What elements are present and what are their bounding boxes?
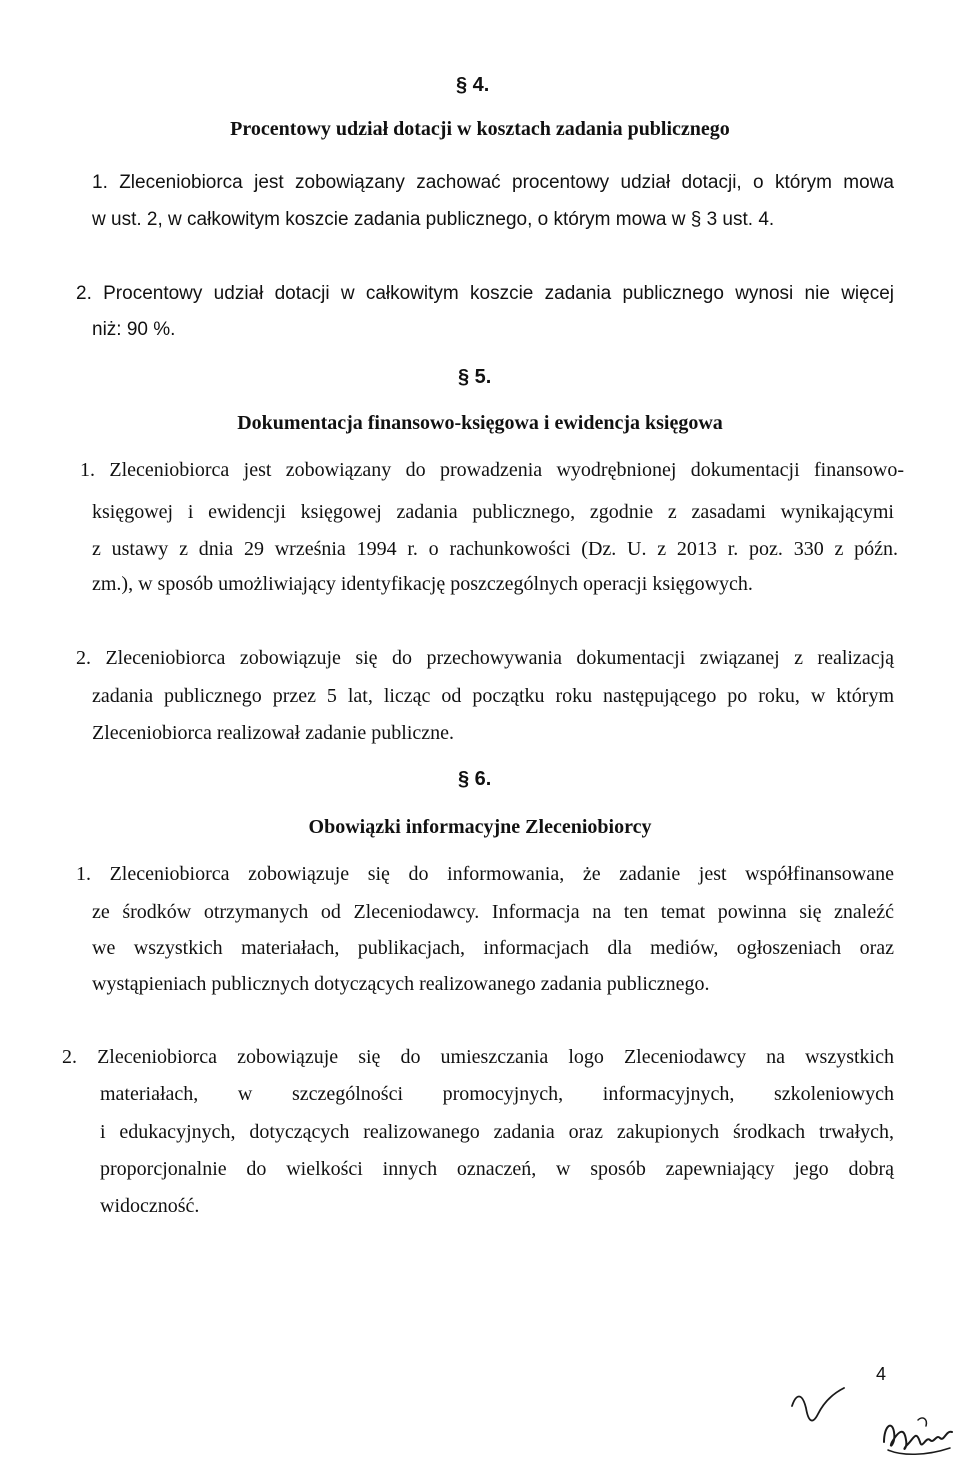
section-5-number: § 5. (458, 366, 492, 388)
section-6-line-5: 2. Zleceniobiorca zobowiązuje się do umieszczania logo Zleceniodawcy na wszystkich (62, 1046, 894, 1068)
section-5-line-7: Zleceniobiorca realizował zadanie publiczne. (92, 722, 455, 744)
page-number: 4 (876, 1364, 887, 1384)
section-6-line-6: materiałach, w szczególności promocyjnych, informacyjnych, szkoleniowych (100, 1083, 894, 1105)
section-5-line-2: księgowej i ewidencji księgowej zadania publicznego, zgodnie z zasadami wynikającymi (92, 501, 894, 523)
section-6-number: § 6. (458, 768, 492, 790)
section-6-line-3: we wszystkich materiałach, publikacjach, informacjach dla mediów, ogłoszeniach oraz (92, 937, 894, 959)
section-6-line-4: wystąpieniach publicznych dotyczących realizowanego zadania publicznego. (92, 973, 710, 995)
section-4-number: § 4. (456, 74, 490, 96)
section-4-line-1: 1. Zleceniobiorca jest zobowiązany zachować procentowy udział dotacji, o którym mowa (92, 172, 894, 193)
section-4-heading: Procentowy udział dotacji w kosztach zadania publicznego (230, 118, 730, 140)
section-5-heading: Dokumentacja finansowo-księgowa i ewidencja księgowa (237, 412, 723, 434)
section-6-line-2: ze środków otrzymanych od Zleceniodawcy. Informacja na ten temat powinna się znaleźć (92, 901, 894, 923)
section-4-line-3: 2. Procentowy udział dotacji w całkowitym koszcie zadania publicznego wynosi nie więcej (76, 283, 894, 304)
section-6-line-1: 1. Zleceniobiorca zobowiązuje się do informowania, że zadanie jest współfinansowane (76, 863, 894, 885)
section-6-heading: Obowiązki informacyjne Zleceniobiorcy (308, 816, 652, 838)
section-5-line-6: zadania publicznego przez 5 lat, licząc od początku roku następującego po roku, w którym (92, 685, 894, 707)
section-5-line-4: zm.), w sposób umożliwiający identyfikację poszczególnych operacji księgowych. (92, 573, 753, 595)
section-5-line-3: z ustawy z dnia 29 września 1994 r. o rachunkowości (Dz. U. z 2013 r. poz. 330 z późn. (92, 538, 898, 560)
section-4-line-4: niż: 90 %. (92, 319, 176, 340)
section-5-line-5: 2. Zleceniobiorca zobowiązuje się do przechowywania dokumentacji związanej z realizacją (76, 647, 894, 669)
handwritten-signature (878, 1412, 958, 1462)
section-6-line-7: i edukacyjnych, dotyczących realizowanego zadania oraz zakupionych środkach trwałych, (100, 1121, 894, 1143)
handwritten-initial-mark (788, 1384, 848, 1444)
section-4-line-2: w ust. 2, w całkowitym koszcie zadania publicznego, o którym mowa w § 3 ust. 4. (92, 209, 775, 230)
section-6-line-9: widoczność. (100, 1195, 200, 1217)
section-5-line-1: 1. Zleceniobiorca jest zobowiązany do prowadzenia wyodrębnionej dokumentacji finansowo- (80, 459, 904, 481)
section-6-line-8: proporcjonalnie do wielkości innych oznaczeń, w sposób zapewniający jego dobrą (100, 1158, 894, 1180)
